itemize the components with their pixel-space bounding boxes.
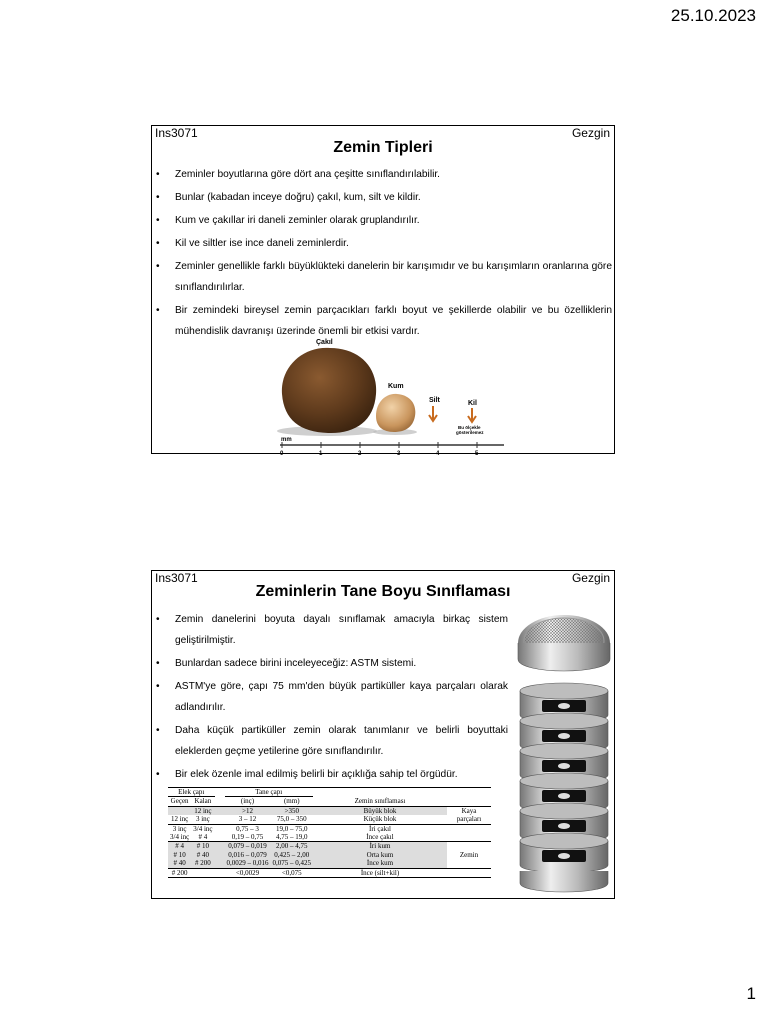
sieve-rim: [520, 773, 608, 789]
cell-pass: # 4: [168, 842, 191, 851]
table-row: [168, 815, 491, 824]
group-rock: Kaya: [461, 806, 477, 815]
cell-inch: 0,079 – 0,019: [225, 842, 271, 851]
cell-mm: 75,0 – 350: [271, 815, 314, 824]
bullet-item: • Kum ve çakıllar iri daneli zeminler olarak gruplandırılır.: [156, 210, 612, 231]
sieve-rim: [520, 683, 608, 699]
soil-size-figure: [272, 336, 512, 456]
page-date: 25.10.2023: [670, 6, 756, 25]
bullet-item: • Bir elek özenle imal edilmiş belirli bir açıklığa sahip tel örgüdür.: [156, 764, 508, 785]
sieve-logo-icon: [558, 763, 570, 769]
scale-tick-label: 2: [358, 451, 362, 456]
cell-inch: >12: [225, 806, 271, 815]
cell-mm: 2,00 – 4,75: [271, 842, 314, 851]
page-number: 1: [746, 984, 756, 1003]
group-rock: parçaları: [447, 815, 491, 824]
table-row: [168, 859, 491, 868]
cell-pass: # 40: [168, 859, 191, 868]
table-row: [168, 806, 491, 815]
header-class: Zemin sınıflaması: [313, 797, 447, 806]
cell-mm: 19,0 – 75,0: [276, 824, 308, 833]
bullet-list: [156, 164, 612, 344]
cell-ret: 12 inç: [191, 806, 214, 815]
sand-image: [376, 394, 415, 432]
bullet-item: • Daha küçük partiküller zemin olarak tanımlanır ve belirli boyuttaki eleklerden geçme yetilerine göre sınıflandırılır.: [156, 720, 508, 762]
header-retained: Kalan: [191, 797, 214, 806]
cell-ret: # 200: [191, 859, 214, 868]
clay-label: Kil: [468, 400, 477, 407]
table-row: [168, 868, 491, 877]
cell-inch: 0,016 – 0,079: [225, 851, 271, 859]
clay-arrow-icon: [468, 408, 476, 422]
cell-ret: [191, 868, 214, 877]
clay-note: gösterilemez: [456, 430, 484, 435]
scale-tick-label: 1: [319, 451, 323, 456]
cell-ret: # 40: [191, 851, 214, 859]
cell-class: Büyük blok: [313, 806, 447, 815]
cell-mm: >350: [271, 806, 314, 815]
bullet-item: • Bir zemindeki bireysel zemin parçacıkları farklı boyut ve şekillerde olabilir ve bu özelliklerin mühendislik davranışı üzerinde önemli bir etkisi vardır.: [156, 300, 612, 342]
cell-mm: <0,075: [271, 868, 314, 877]
sieve-logo-icon: [558, 853, 570, 859]
cell-ret: # 10: [191, 842, 214, 851]
cell-pass: # 10: [168, 851, 191, 859]
scale-tick-label: 3: [397, 451, 401, 456]
cell-pass: # 200: [168, 868, 191, 877]
scale-tick-label: 0: [280, 451, 284, 456]
slide-title: Zeminlerin Tane Boyu Sınıflaması: [255, 583, 511, 600]
cell-inch: 0,19 – 0,75: [225, 833, 271, 842]
sieve-pan: [520, 871, 608, 892]
cell-pass: 3/4 inç: [170, 833, 190, 842]
header-mm: (mm): [271, 797, 314, 806]
table-row: [168, 824, 491, 833]
cell-inch: 3 – 12: [225, 815, 271, 824]
bullet-list: [156, 609, 508, 787]
cell-ret: 3 inç: [191, 815, 214, 824]
silt-label: Silt: [429, 397, 440, 404]
sieve-stack-image: [512, 603, 612, 898]
axis-unit: mm: [281, 437, 292, 443]
sieve-rim: [520, 713, 608, 729]
header-pass: Geçen: [168, 797, 191, 806]
header-grain: Tane çapı: [225, 788, 314, 797]
sieve-logo-icon: [558, 793, 570, 799]
cell-ret: 3/4 inç: [193, 824, 213, 833]
cell-class: İnce kum: [313, 859, 447, 868]
scale-tick-label: 4: [436, 451, 440, 456]
slide-tane-boyu: [151, 570, 615, 899]
sand-label: Kum: [388, 383, 404, 390]
bullet-item: • Zeminler genellikle farklı büyüklükteki danelerin bir karışımıdır ve bu karışımların oranlarına göre sınıflandırılırlar.: [156, 256, 612, 298]
cell-class: İri çakıl: [369, 824, 391, 833]
bullet-item: • Zeminler boyutlarına göre dört ana çeşitte sınıflandırılabilir.: [156, 164, 612, 185]
silt-arrow-icon: [429, 406, 437, 421]
cell-class: İri kum: [313, 842, 447, 851]
sieve-rim: [520, 743, 608, 759]
cell-ret: # 4: [191, 833, 214, 842]
slide-zemin-tipleri: [151, 125, 615, 454]
grain-size-table: [168, 787, 491, 878]
sieve-logo-icon: [558, 703, 570, 709]
bullet-item: • Bunlar (kabadan inceye doğru) çakıl, kum, silt ve kildir.: [156, 187, 612, 208]
clay-note: Bu ölçekle: [458, 425, 481, 430]
cell-mm: 0,075 – 0,425: [272, 859, 311, 868]
bullet-item: • ASTM'ye göre, çapı 75 mm'den büyük partiküller kaya parçaları olarak adlandırılır.: [156, 676, 508, 718]
gravel-label: Çakıl: [316, 339, 333, 346]
author-name: Gezgin: [571, 571, 610, 585]
cell-pass: 3 inç: [172, 824, 187, 833]
bullet-item: • Kil ve siltler ise ince daneli zeminlerdir.: [156, 233, 612, 254]
cell-class: İnce çakıl: [313, 833, 447, 842]
table-row: [168, 833, 491, 842]
cell-pass: 12 inç: [168, 815, 191, 824]
cell-inch: <0,0029: [225, 868, 271, 877]
sieve-logo-icon: [558, 823, 570, 829]
cell-inch: 0,75 – 3: [236, 824, 259, 833]
cell-inch: 0,0029 – 0,016: [226, 859, 269, 868]
table-row: [168, 842, 491, 851]
cell-mm: 0,425 – 2,00: [271, 851, 314, 859]
sieve-rim: [520, 833, 608, 849]
header-inch: (inç): [225, 797, 271, 806]
group-soil: Zemin: [459, 850, 479, 859]
header-sieve: Elek çapı: [168, 788, 215, 797]
bullet-item: • Bunlardan sadece birini inceleyeceğiz: ASTM sistemi.: [156, 653, 508, 674]
cell-mm: 4,75 – 19,0: [271, 833, 314, 842]
author-name: Gezgin: [571, 126, 610, 140]
sieve-logo-icon: [558, 733, 570, 739]
cell-class: Orta kum: [313, 851, 447, 859]
sieve-rim: [520, 803, 608, 819]
course-code: Ins3071: [155, 126, 198, 140]
gravel-image: [282, 348, 376, 433]
scale-tick-label: 5: [475, 451, 479, 456]
cell-pass: [168, 806, 191, 815]
bullet-item: • Zemin danelerini boyuta dayalı sınıflamak amacıyla birkaç sistem geliştirilmiştir.: [156, 609, 508, 651]
cell-class: İnce (silt+kil): [313, 868, 447, 877]
slide-title: Zemin Tipleri: [333, 139, 433, 156]
course-code: Ins3071: [155, 571, 198, 585]
table-row: [168, 851, 491, 859]
cell-class: Küçük blok: [313, 815, 447, 824]
